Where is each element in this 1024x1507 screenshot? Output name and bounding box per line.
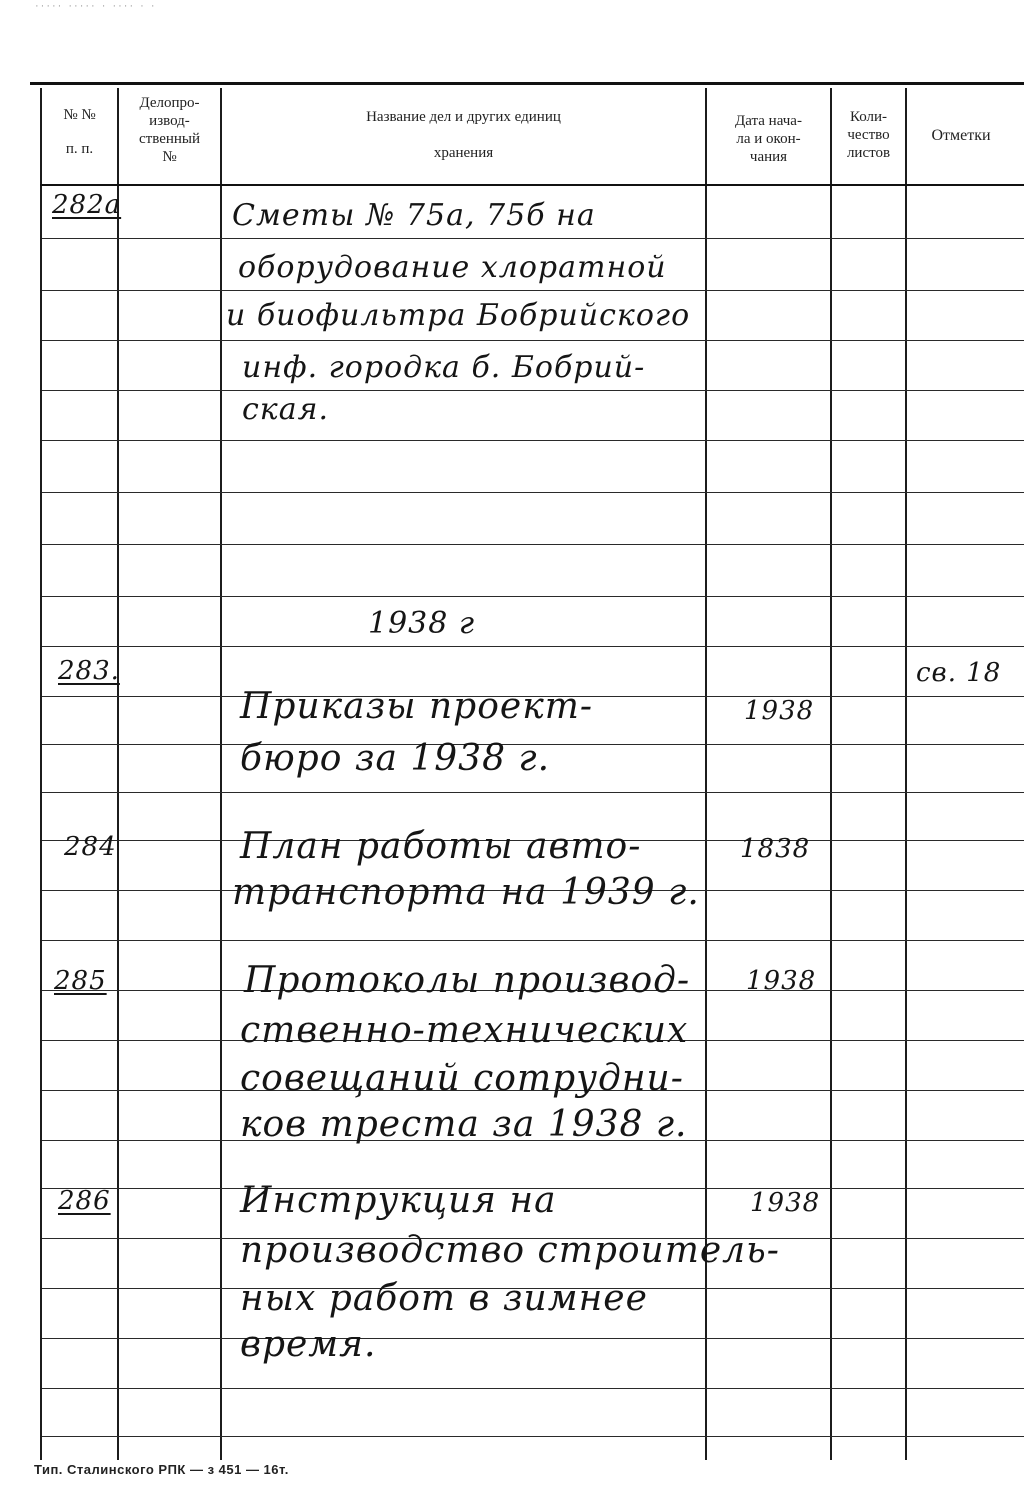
column-rule-sheets-notes [905,88,907,1460]
entry-286-number: 286 [58,1186,111,1216]
entry-283-title-line: Приказы проект- [240,686,593,727]
column-rule-left [40,88,42,1460]
header-number: № № п. п. [63,107,96,157]
ruled-line [42,646,1024,647]
ruled-line [42,792,1024,793]
ruled-line [42,492,1024,493]
entry-286-date: 1938 [750,1188,821,1218]
ruled-line [42,1338,1024,1339]
entry-284-number: 284 [64,832,117,862]
top-smudge-text: ····· ····· · ···· · · [35,0,157,12]
header-bottom-rule [40,184,1024,186]
column-rule-dates-sheets [830,88,832,1460]
printer-imprint: Тип. Сталинского РПК — з 451 — 16т. [34,1462,289,1477]
header-office-number: Делопро- извод- ственный № [138,95,201,165]
entry-285-title-line: Протоколы производ- [244,960,691,1001]
header-notes: Отметки [931,127,991,144]
entry-285-title-line: ков треста за 1938 г. [240,1104,688,1145]
entry-285-title-line: ственно-технических [240,1010,689,1051]
entry-286-title-line: Инструкция на [240,1180,557,1221]
ruled-line [42,390,1024,391]
header-title: Название дел и других единиц хранения [366,109,561,161]
ruled-line [42,940,1024,941]
header-sheet-count: Коли- чество листов [846,109,891,161]
entry-283-title-line: бюро за 1938 г. [240,738,551,779]
column-rule-office-title [220,88,222,1460]
ruled-line [42,544,1024,545]
ruled-line [42,440,1024,441]
entry-286-title-line: время. [240,1324,377,1365]
entry-285-number: 285 [54,966,107,996]
entry-282a-title-line: ская. [242,392,330,427]
entry-283-date: 1938 [744,696,815,726]
ruled-line [42,1388,1024,1389]
year-heading: 1938 г [368,606,476,641]
ruled-line [42,340,1024,341]
entry-283-note: св. 18 [916,658,1002,688]
entry-282a-title-line: и биофильтра Бобрийского [226,298,691,333]
entry-284-title-line: транспорта на 1939 г. [232,872,700,913]
entry-282a-title-line: инф. городка б. Бобрий- [242,350,646,385]
ruled-line [42,290,1024,291]
entry-282a-number: 282а [52,190,122,220]
ruled-line [42,238,1024,239]
entry-286-title-line: ных работ в зимнее [240,1278,648,1319]
ruled-line [42,1436,1024,1437]
column-rule-num-office [117,88,119,1460]
entry-282a-title-line: Сметы № 75а, 75б на [232,198,596,233]
entry-283-number: 283. [58,656,120,686]
entry-285-date: 1938 [746,966,817,996]
entry-282a-title-line: оборудование хлоратной [238,250,667,285]
entry-286-title-line: производство строитель- [240,1230,780,1271]
entry-284-title-line: План работы авто- [240,826,642,867]
entry-285-title-line: совещаний сотрудни- [240,1058,684,1099]
entry-284-date: 1838 [740,834,811,864]
table-top-rule [30,82,1024,85]
header-dates: Дата нача- ла и окон- чания [735,113,802,165]
ruled-line [42,596,1024,597]
